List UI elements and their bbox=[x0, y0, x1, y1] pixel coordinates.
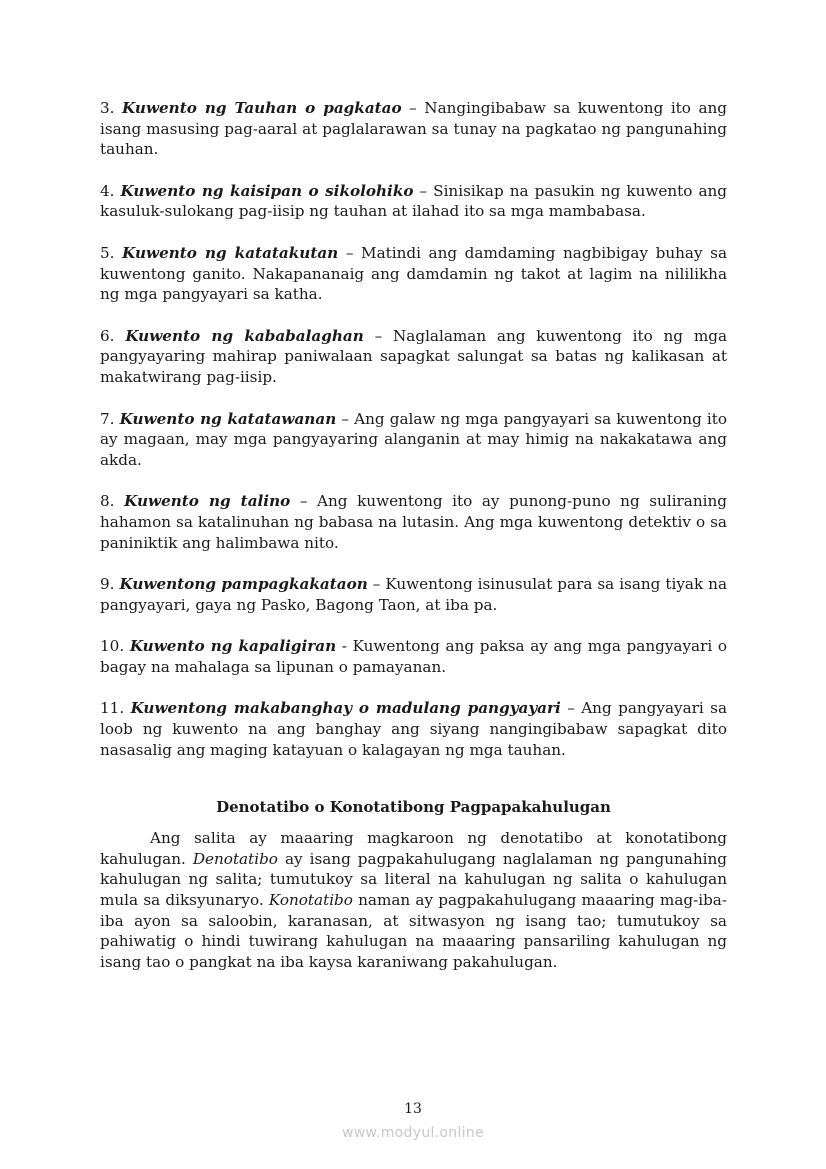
section-heading: Denotatibo o Konotatibong Pagpapakahulugan bbox=[216, 798, 611, 817]
description: Sinisikap na pasukin ng kuwento ang kasuluk-sulokang pag-iisip ng tauhan at ilahad ito sa mga mambabasa. bbox=[100, 181, 728, 221]
term: Kuwento ng Tauhan o pagkatao bbox=[122, 99, 402, 117]
description: Ang kuwentong ito ay punong-puno ng suliraning hahamon sa katalinuhan ng babasa na lutasin. Ang mga kuwentong detektiv o sa paniniktik ang halimbawa nito. bbox=[100, 492, 728, 552]
list-item: 8. Kuwento ng talino – Ang kuwentong ito ay punong-puno ng suliraning hahamon sa katalinuhan ng babasa na lutasin. Ang mga kuwentong detektiv o sa paniniktik ang halimbawa nito. bbox=[100, 492, 728, 552]
story-type-list bbox=[100, 98, 727, 760]
description: Kuwentong isinusulat para sa isang tiyak na pangyayari, gaya ng Pasko, Bagong Taon, at iba pa. bbox=[100, 575, 728, 614]
list-item: 11. Kuwentong makabanghay o madulang pangyayari – Ang pangyayari sa loob ng kuwento na ang banghay ang siyang nangingibabaw sapagkat dito nasasalig ang maging katayuan o kalagayan ng mga tauhan. bbox=[100, 699, 728, 759]
page-number: 13 bbox=[404, 1101, 422, 1117]
description: Kuwentong ang paksa ay ang mga pangyayari o bagay na mahalaga sa lipunan o pamayanan. bbox=[100, 637, 727, 676]
term: Kuwento ng kababalaghan bbox=[125, 326, 364, 345]
term: Kuwento ng kaisipan o sikolohiko bbox=[120, 181, 414, 200]
list-item: 4. Kuwento ng kaisipan o sikolohiko – Sinisikap na pasukin ng kuwento ang kasuluk-sulokang pag-iisip ng tauhan at ilahad ito sa mga mambabasa. bbox=[100, 181, 728, 221]
section-paragraph: Ang salita ay maaaring magkaroon ng denotatibo at konotatibong kahulugan. Denotatibo ay isang pagpakahulugang naglalaman ng pangunahing kahulugan ng salita; tumutukoy sa literal na kahulugan ng salita o kahulugan mula sa diksyunaryo. Konotatibo naman ay pagpakahulugang maaaring mag-iba-iba ayon sa saloobin, karanasan, at sitwasyon ng isang tao; tumutukoy sa pahiwatig o hindi tuwirang kahulugan na maaaring pansariling kahulugan ng isang tao o pangkat na iba kaysa karaniwang pakahulugan. bbox=[100, 829, 727, 971]
watermark: www.modyul.online bbox=[342, 1125, 484, 1141]
document-page bbox=[100, 98, 727, 972]
term: Kuwentong makabanghay o madulang pangyayari bbox=[130, 699, 561, 718]
description: Ang pangyayari sa loob ng kuwento na ang banghay ang siyang nangingibabaw sapagkat dito nasasalig ang maging katayuan o kalagayan ng mga tauhan. bbox=[100, 699, 728, 759]
term: Kuwento ng katatawanan bbox=[119, 409, 337, 428]
description: Matindi ang damdaming nagbibigay buhay sa kuwentong ganito. Nakapananaig ang damdamin ng takot at lagim na nililikha ng mga pangyayari sa katha. bbox=[100, 243, 728, 304]
term-konotatibo: Konotatibo bbox=[268, 891, 353, 910]
term: Kuwentong pampagkakataon bbox=[119, 575, 368, 594]
list-item: 9. Kuwentong pampagkakataon – Kuwentong isinusulat para sa isang tiyak na pangyayari, gaya ng Pasko, Bagong Taon, at iba pa. bbox=[100, 575, 728, 614]
description: Naglalaman ang kuwentong ito ng mga pangyayaring mahirap paniwalaan sapagkat salungat sa batas ng kalikasan at makatwirang pag-iisip. bbox=[100, 326, 728, 386]
list-item: 6. Kuwento ng kababalaghan – Naglalaman ang kuwentong ito ng mga pangyayaring mahirap paniwalaan sapagkat salungat sa batas ng kalikasan at makatwirang pag-iisip. bbox=[100, 326, 728, 386]
list-item: 7. Kuwento ng katatawanan – Ang galaw ng mga pangyayari sa kuwentong ito ay magaan, may mga pangyayaring alanganin at may himig na nakakatawa ang akda. bbox=[100, 409, 728, 469]
term: Kuwento ng talino bbox=[124, 492, 291, 511]
term: Kuwento ng kapaligiran bbox=[129, 637, 337, 656]
list-item: 5. Kuwento ng katatakutan – Matindi ang damdaming nagbibigay buhay sa kuwentong ganito. Nakapananaig ang damdamin ng takot at lagim na nililikha ng mga pangyayari sa katha. bbox=[100, 243, 728, 304]
description: Ang galaw ng mga pangyayari sa kuwentong ito ay magaan, may mga pangyayaring alanganin at may himig na nakakatawa ang akda. bbox=[100, 409, 728, 469]
list-item: 3. Kuwento ng Tauhan o pagkatao – Nangingibabaw sa kuwentong ito ang isang masusing pag-aaral at paglalarawan sa tunay na pagkatao ng pangunahing tauhan. bbox=[100, 99, 728, 159]
term-denotatibo: Denotatibo bbox=[192, 849, 278, 868]
list-item: 10. Kuwento ng kapaligiran - Kuwentong ang paksa ay ang mga pangyayari o bagay na mahalaga sa lipunan o pamayanan. bbox=[100, 637, 727, 676]
description: Nangingibabaw sa kuwentong ito ang isang masusing pag-aaral at paglalarawan sa tunay na pagkatao ng pangunahing tauhan. bbox=[100, 99, 728, 159]
term: Kuwento ng katatakutan bbox=[122, 243, 339, 262]
